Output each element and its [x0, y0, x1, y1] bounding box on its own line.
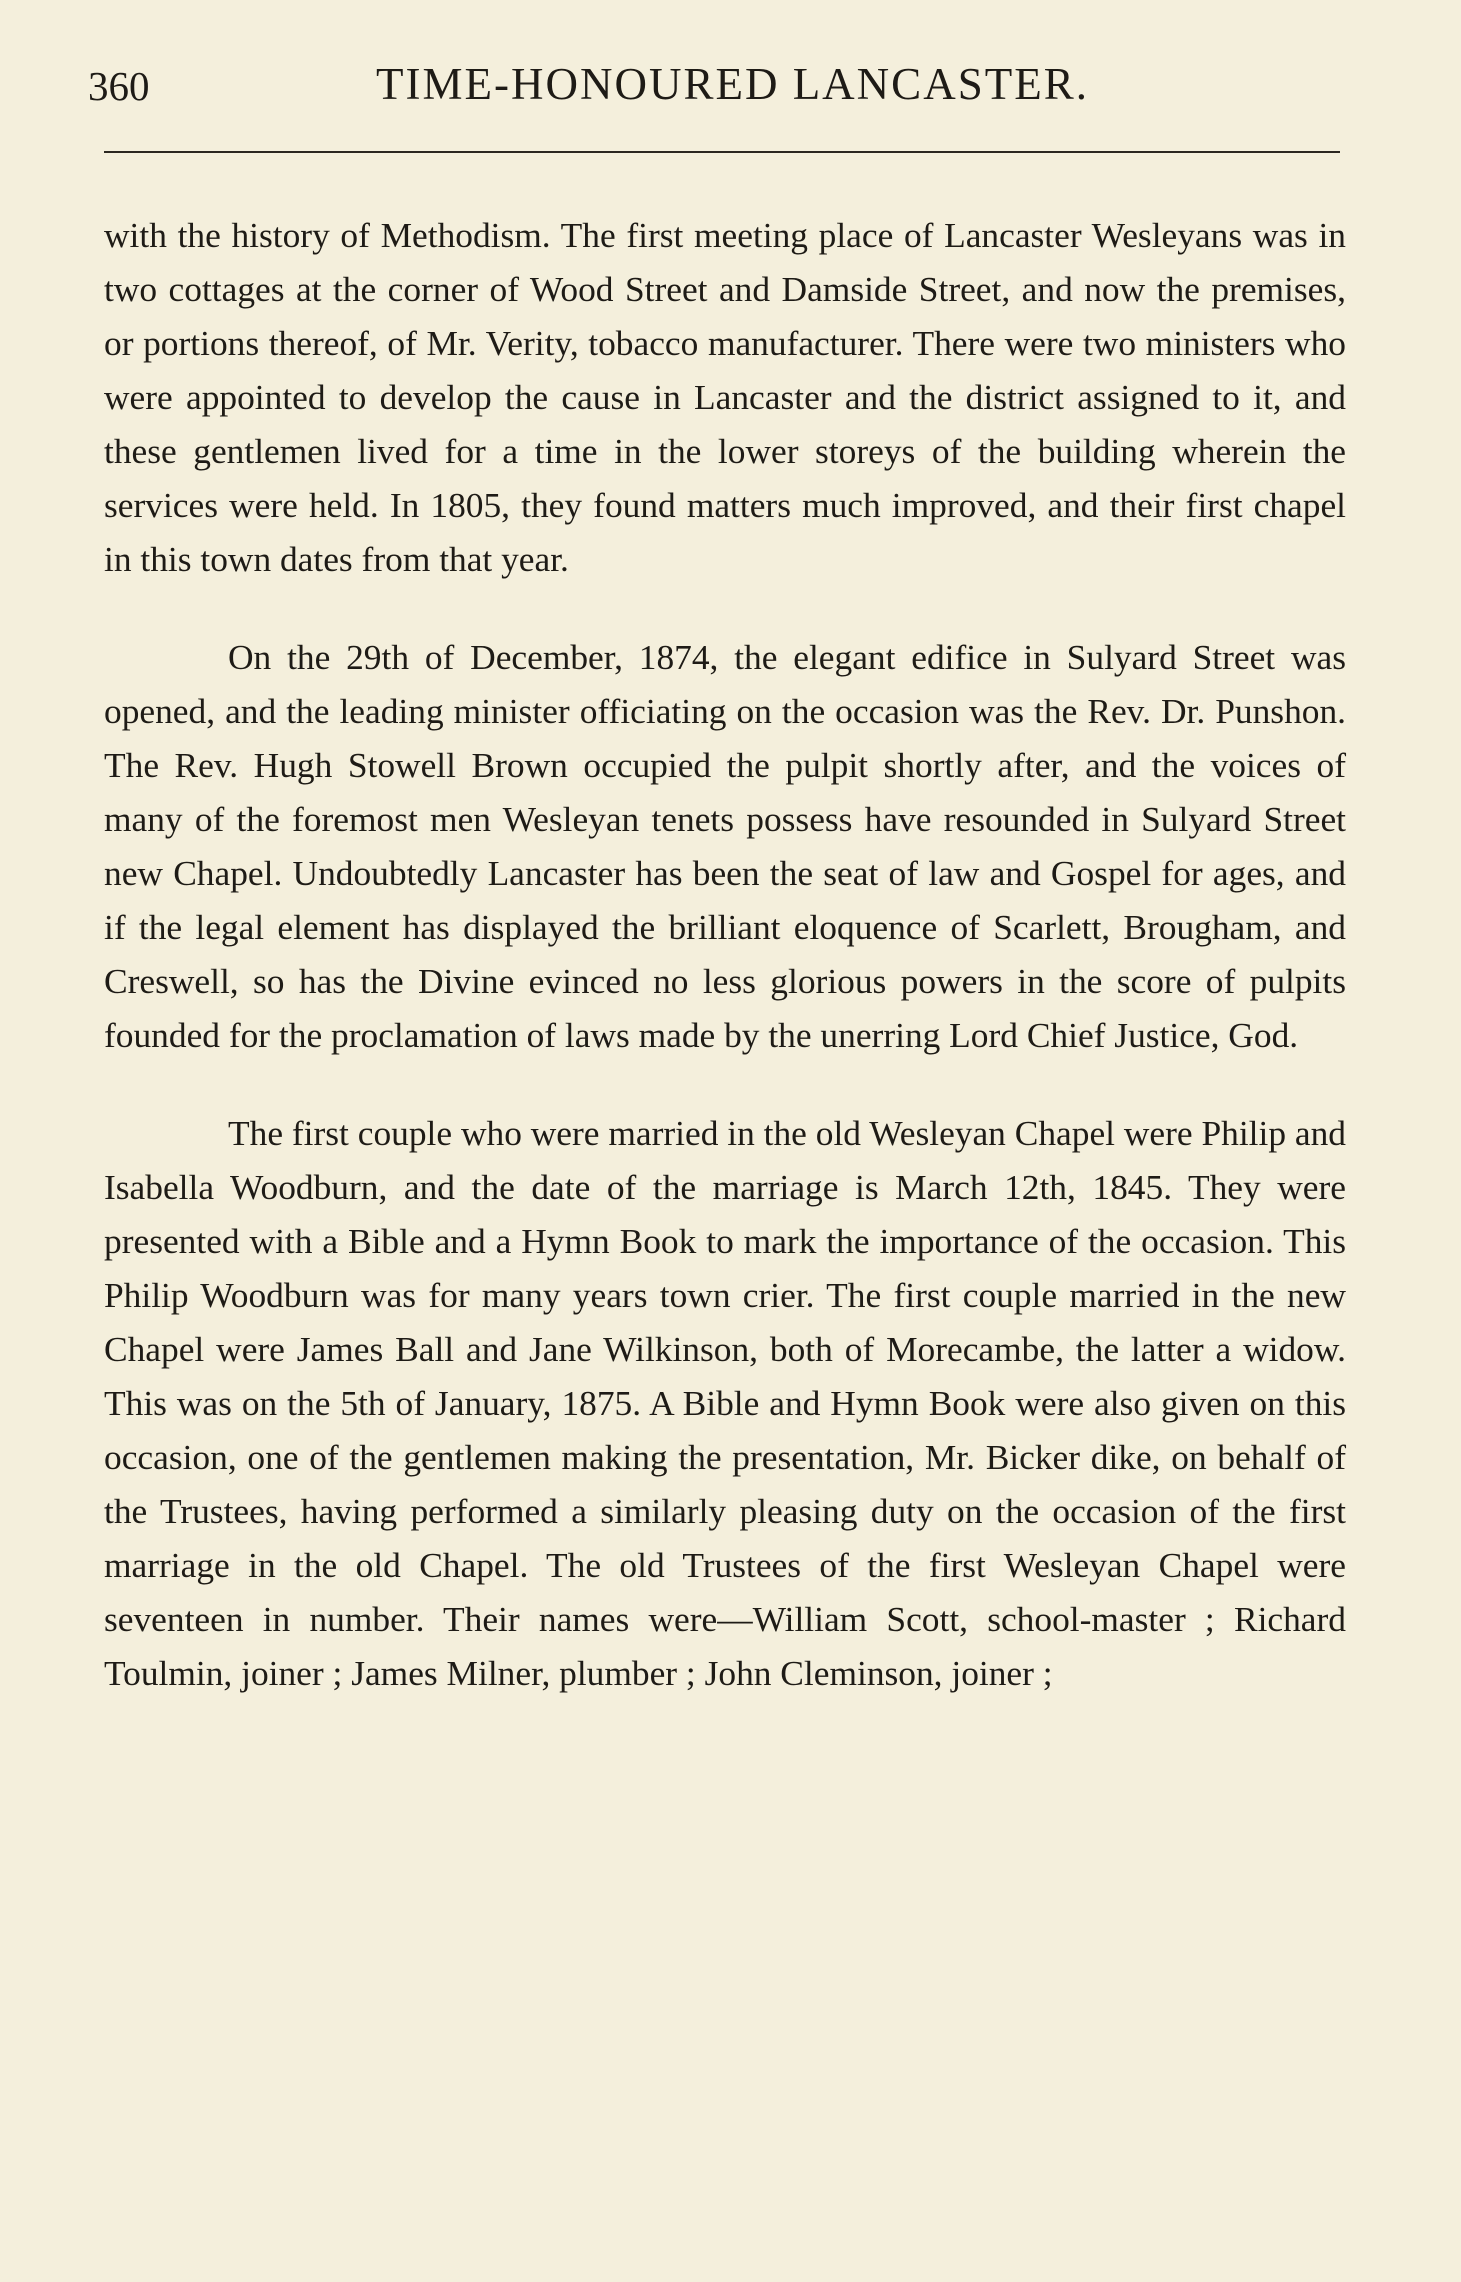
header-rule: [104, 151, 1340, 153]
paragraph-sulyard-street-chapel: On the 29th of December, 1874, the elegant edifice in Sulyard Street was opened, and the leading minister officiating on the occasion was the Rev. Dr. Punshon. The Rev. Hugh Stowell Brown occupied the pulpit shortly after, and the voices of many of the foremost men Wesleyan tenets possess have resounded in Sulyard Street new Chapel. Undoubtedly Lancaster has been the seat of law and Gospel for ages, and if the legal element has displayed the brilliant eloquence of Scarlett, Brougham, and Creswell, so has the Divine evinced no less glorious powers in the score of pulpits founded for the proclamation of laws made by the unerring Lord Chief Justice, God.: [104, 637, 1346, 1055]
page-header-title: TIME-HONOURED LANCASTER.: [376, 59, 1089, 109]
page-number: 360: [88, 63, 150, 109]
running-head: [88, 52, 1338, 112]
paragraph-first-marriages: The first couple who were married in the old Wesleyan Chapel were Philip and Isabella Woodburn, and the date of the marriage is March 12th, 1845. They were presented with a Bible and a Hymn Book to mark the importance of the occasion. This Philip Woodburn was for many years town crier. The first couple married in the new Chapel were James Ball and Jane Wilkinson, both of Morecambe, the latter a widow. This was on the 5th of January, 1875. A Bible and Hymn Book were also given on this occasion, one of the gentlemen making the presentation, Mr. Bicker dike, on behalf of the Trustees, having performed a similarly pleasing duty on the occasion of the first marriage in the old Chapel. The old Trustees of the first Wesleyan Chapel were seventeen in number. Their names were—William Scott, school-master ; Richard Toulmin, joiner ; James Milner, plumber ; John Cleminson, joiner ;: [104, 1113, 1346, 1693]
paragraph-methodism: with the history of Methodism. The first meeting place of Lancaster Wesleyans was in two cottages at the corner of Wood Street and Damside Street, and now the premises, or portions thereof, of Mr. Verity, tobacco manufacturer. There were two ministers who were appointed to develop the cause in Lancaster and the district assigned to it, and these gentlemen lived for a time in the lower storeys of the building wherein the services were held. In 1805, they found matters much improved, and their first chapel in this town dates from that year.: [104, 215, 1346, 579]
body-text: [104, 208, 1346, 1700]
